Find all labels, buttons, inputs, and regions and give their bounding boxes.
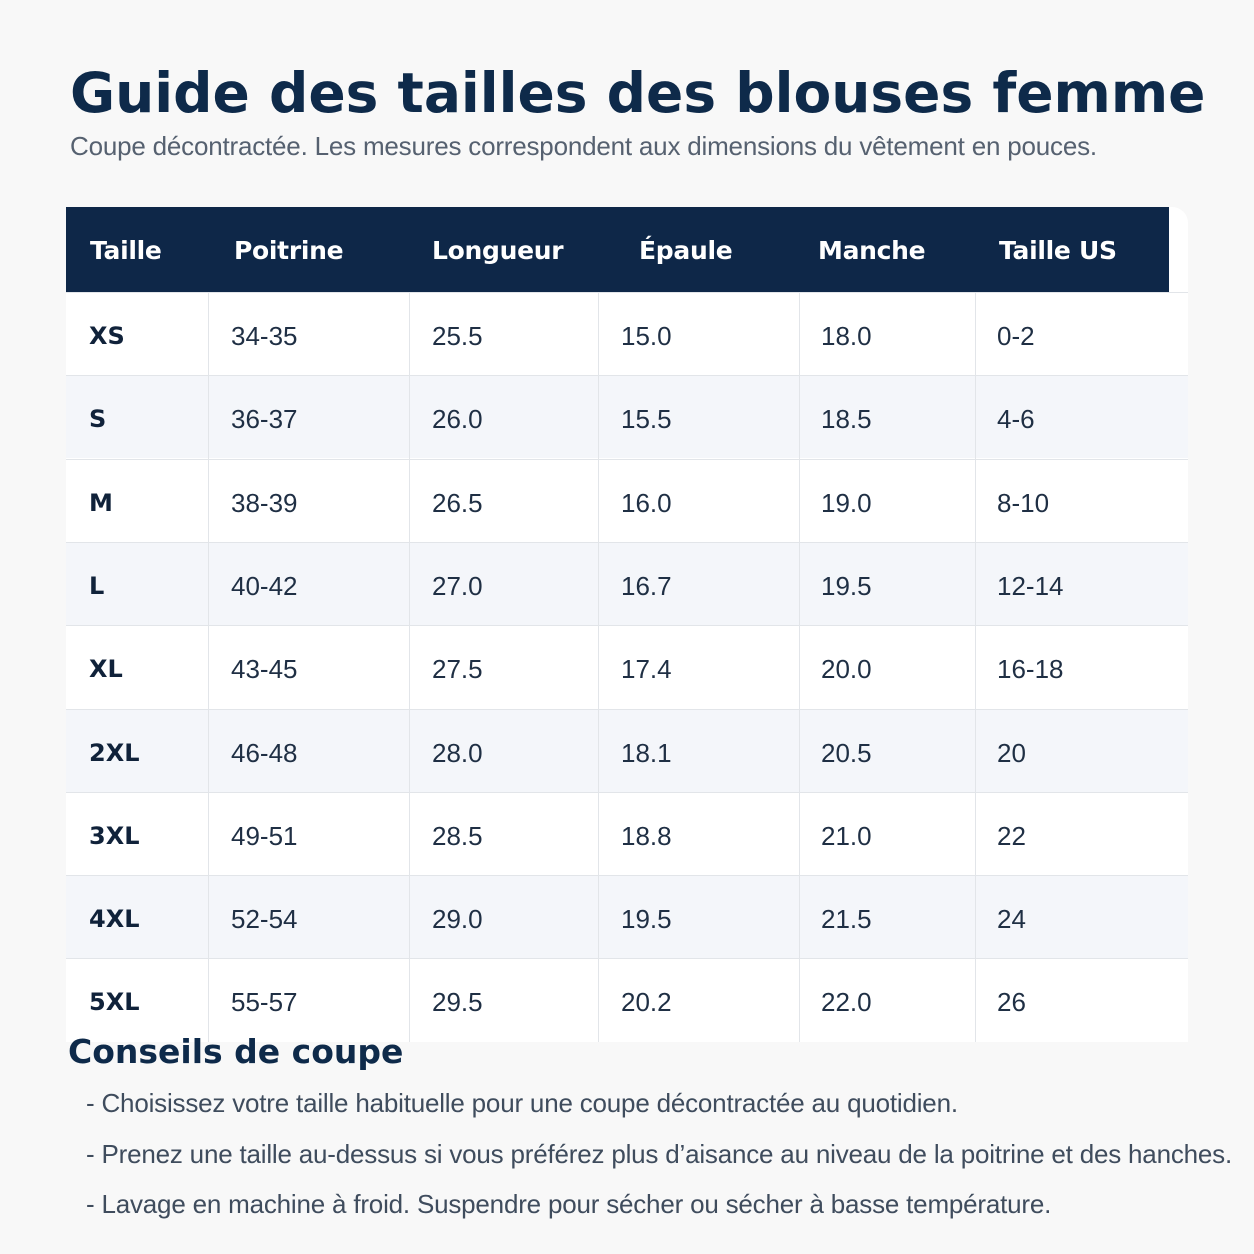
cell-length: 25.5 — [432, 321, 483, 351]
table-row — [66, 709, 1188, 792]
cell-size: 4XL — [89, 905, 140, 934]
cell-shoulder: 16.0 — [621, 487, 672, 518]
cell-chest: 34-35 — [231, 321, 298, 351]
header-shoulder: Épaule — [639, 236, 733, 265]
cell-sleeve: 22.0 — [821, 987, 872, 1018]
cell-chest: 38-39 — [231, 487, 298, 518]
cell-us-size: 8-10 — [997, 487, 1050, 518]
column-divider — [598, 292, 599, 1042]
cell-shoulder: 18.1 — [621, 737, 672, 768]
cell-us-size: 16-18 — [997, 654, 1064, 685]
column-divider — [409, 292, 410, 1042]
cell-us-size: 24 — [997, 904, 1026, 935]
table-row — [66, 875, 1188, 958]
cell-shoulder: 16.7 — [621, 570, 672, 601]
table-row — [66, 375, 1188, 458]
cell-length: 26.0 — [432, 404, 483, 435]
cell-length: 26.5 — [432, 487, 483, 518]
cell-us-size: 22 — [997, 820, 1026, 851]
cell-chest: 46-48 — [231, 737, 298, 768]
cell-sleeve: 19.0 — [821, 487, 872, 518]
cell-sleeve: 20.0 — [821, 654, 872, 685]
cell-size: S — [89, 405, 107, 434]
cell-length: 29.5 — [432, 987, 483, 1018]
cell-sleeve: 20.5 — [821, 737, 872, 768]
column-divider — [799, 292, 800, 1042]
cell-chest: 55-57 — [231, 987, 298, 1018]
cell-length: 27.0 — [432, 570, 483, 601]
cell-us-size: 20 — [997, 737, 1026, 768]
header-us-size: Taille US — [999, 236, 1117, 265]
column-divider — [975, 292, 976, 1042]
cell-sleeve: 21.0 — [821, 820, 872, 851]
page-subtitle: Coupe décontractée. Les mesures correspondent aux dimensions du vêtement en pouces. — [70, 131, 1097, 161]
cell-size: 2XL — [89, 738, 140, 767]
cell-size: 5XL — [89, 988, 140, 1017]
cell-sleeve: 18.5 — [821, 404, 872, 435]
page-title: Guide des tailles des blouses femme — [70, 61, 1206, 125]
header-size: Taille — [90, 236, 162, 265]
cell-shoulder: 18.8 — [621, 820, 672, 851]
cell-size: 3XL — [89, 821, 140, 850]
fit-tip: - Choisissez votre taille habituelle pour une coupe décontractée au quotidien. — [86, 1088, 958, 1118]
cell-chest: 52-54 — [231, 904, 298, 935]
cell-length: 29.0 — [432, 904, 483, 935]
cell-sleeve: 19.5 — [821, 570, 872, 601]
cell-us-size: 4-6 — [997, 404, 1035, 435]
cell-size: XL — [89, 655, 123, 684]
fit-tip: - Prenez une taille au-dessus si vous préférez plus d’aisance au niveau de la poitrine et des hanches. — [86, 1138, 1232, 1169]
table-row — [66, 958, 1188, 1041]
cell-us-size: 26 — [997, 987, 1026, 1018]
cell-chest: 40-42 — [231, 570, 298, 601]
fit-tip: - Lavage en machine à froid. Suspendre pour sécher ou sécher à basse température. — [86, 1189, 1052, 1219]
cell-shoulder: 15.5 — [621, 404, 672, 435]
cell-chest: 36-37 — [231, 404, 298, 435]
fit-tips-list — [86, 1078, 1232, 1230]
cell-length: 28.5 — [432, 820, 483, 851]
cell-shoulder: 19.5 — [621, 904, 672, 935]
header-length: Longueur — [432, 236, 564, 265]
column-divider — [208, 292, 209, 1042]
table-row — [66, 459, 1188, 542]
cell-length: 27.5 — [432, 654, 483, 685]
header-sleeve: Manche — [818, 236, 926, 265]
cell-length: 28.0 — [432, 737, 483, 768]
cell-chest: 43-45 — [231, 654, 298, 685]
cell-us-size: 0-2 — [997, 321, 1035, 351]
cell-shoulder: 17.4 — [621, 654, 672, 685]
fit-tips-title: Conseils de coupe — [68, 1032, 404, 1071]
cell-shoulder: 15.0 — [621, 321, 672, 351]
cell-size: M — [89, 488, 113, 517]
cell-sleeve: 21.5 — [821, 904, 872, 935]
table-row — [66, 625, 1188, 708]
cell-chest: 49-51 — [231, 820, 298, 851]
table-header — [66, 207, 1169, 292]
cell-shoulder: 20.2 — [621, 987, 672, 1018]
cell-us-size: 12-14 — [997, 570, 1064, 601]
table-row — [66, 542, 1188, 625]
cell-sleeve: 18.0 — [821, 321, 872, 351]
table-row — [66, 792, 1188, 875]
size-table — [66, 207, 1188, 1042]
table-row — [66, 292, 1188, 375]
cell-size: L — [89, 571, 105, 600]
cell-size: XS — [89, 322, 125, 350]
header-chest: Poitrine — [234, 236, 344, 265]
